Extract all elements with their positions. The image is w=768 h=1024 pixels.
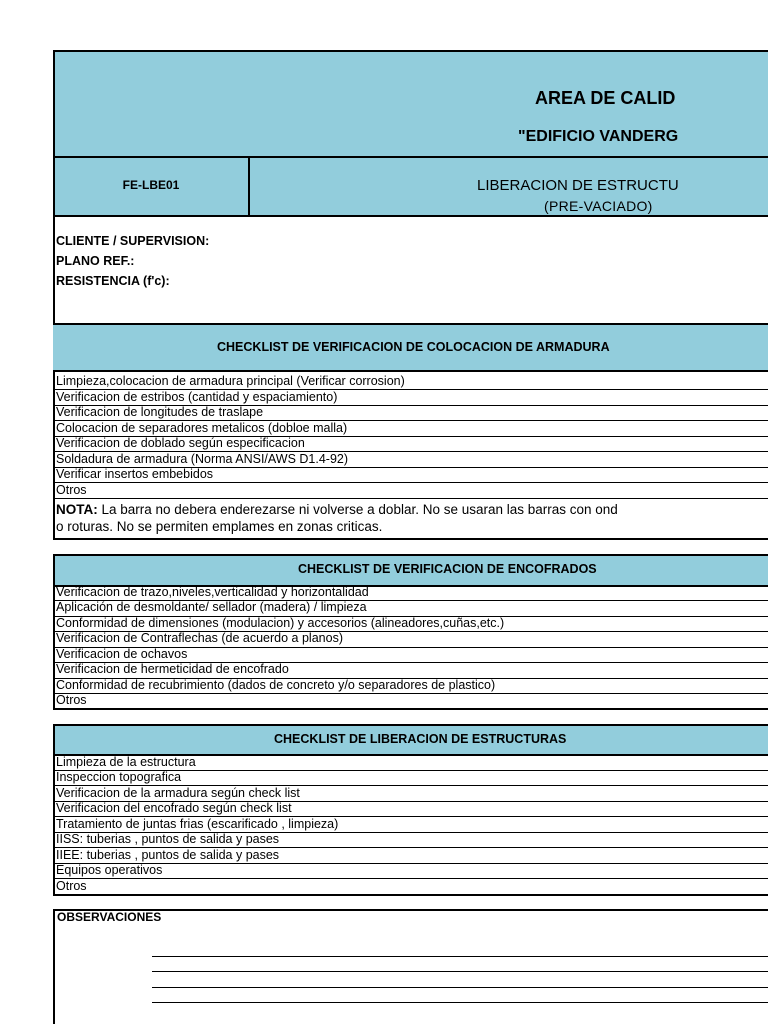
form-code: FE-LBE01 xyxy=(122,178,180,192)
estructuras-item: IISS: tuberias , puntos de salida y pases xyxy=(56,832,280,846)
header-border-bottom xyxy=(53,215,768,217)
info-border-left xyxy=(53,216,55,325)
observaciones-line[interactable] xyxy=(152,956,768,957)
cliente-label: CLIENTE / SUPERVISION: xyxy=(56,234,210,248)
armadura-item: Verificacion de estribos (cantidad y espaciamiento) xyxy=(56,390,338,404)
encofrados-item: Verificacion de trazo,niveles,verticalidad y horizontalidad xyxy=(56,585,369,599)
armadura-item: Otros xyxy=(56,483,87,497)
encofrados-title: CHECKLIST DE VERIFICACION DE ENCOFRADOS xyxy=(298,562,597,576)
observaciones-label: OBSERVACIONES xyxy=(57,910,162,924)
observaciones-line[interactable] xyxy=(152,1002,768,1003)
form-sheet xyxy=(53,50,768,1024)
form-subtitle: (PRE-VACIADO) xyxy=(544,198,653,214)
estructuras-item: Limpieza de la estructura xyxy=(56,755,196,769)
encofrados-item: Verificacion de hermeticidad de encofrado xyxy=(56,662,289,676)
estructuras-item: Equipos operativos xyxy=(56,863,163,877)
armadura-title: CHECKLIST DE VERIFICACION DE COLOCACION DE ARMADURA xyxy=(217,340,610,354)
encofrados-item: Conformidad de dimensiones (modulacion) y accesorios (alineadores,cuñas,etc.) xyxy=(56,616,505,630)
header-border-top xyxy=(53,50,768,52)
observaciones-line[interactable] xyxy=(152,971,768,972)
observaciones-border-left xyxy=(53,909,55,1024)
armadura-item: Verificar insertos embebidos xyxy=(56,467,214,481)
armadura-item: Limpieza,colocacion de armadura principal (Verificar corrosion) xyxy=(56,374,405,388)
estructuras-item: Inspeccion topografica xyxy=(56,770,182,784)
encofrados-item: Verificacion de Contraflechas (de acuerdo a planos) xyxy=(56,631,343,645)
area-title: AREA DE CALID xyxy=(535,88,676,108)
estructuras-item: Verificacion de la armadura según check list xyxy=(56,786,300,800)
estructuras-item: Tratamiento de juntas frias (escarificado , limpieza) xyxy=(56,817,339,831)
note-text-line2: o roturas. No se permiten emplames en zonas criticas. xyxy=(56,519,383,534)
form-title: LIBERACION DE ESTRUCTU xyxy=(477,177,679,194)
armadura-rule xyxy=(53,482,768,483)
header-border-left xyxy=(53,50,55,216)
estructuras-border-left xyxy=(53,724,55,896)
encofrados-item: Conformidad de recubrimiento (dados de concreto y/o separadores de plastico) xyxy=(56,678,496,692)
estructuras-item: Verificacion del encofrado según check list xyxy=(56,801,292,815)
armadura-note xyxy=(56,503,618,517)
estructuras-header-top-border xyxy=(53,724,768,726)
estructuras-bottom-border xyxy=(53,894,768,896)
armadura-border-left xyxy=(53,372,55,539)
estructuras-item: IIEE: tuberias , puntos de salida y pases xyxy=(56,848,280,862)
note-text-line1: La barra no debera enderezarse ni volverse a doblar. No se usaran las barras con ond xyxy=(97,502,618,517)
encofrados-item: Verificacion de ochavos xyxy=(56,647,188,661)
estructuras-rule xyxy=(53,878,768,879)
encofrados-item: Aplicación de desmoldante/ sellador (madera) / limpieza xyxy=(56,600,367,614)
armadura-item: Soldadura de armadura (Norma ANSI/AWS D1.4-92) xyxy=(56,452,349,466)
encofrados-rule xyxy=(53,693,768,694)
estructuras-title: CHECKLIST DE LIBERACION DE ESTRUCTURAS xyxy=(274,732,567,746)
estructuras-item: Otros xyxy=(56,879,87,893)
encofrados-item: Otros xyxy=(56,693,87,707)
resistencia-label: RESISTENCIA (f'c): xyxy=(56,274,170,288)
armadura-item: Verificacion de doblado según especificacion xyxy=(56,436,305,450)
plano-label: PLANO REF.: xyxy=(56,254,135,268)
armadura-item: Verificacion de longitudes de traslape xyxy=(56,405,264,419)
armadura-item: Colocacion de separadores metalicos (dobloe malla) xyxy=(56,421,348,435)
encofrados-bottom-border xyxy=(53,708,768,710)
encofrados-header-top-border xyxy=(53,554,768,556)
project-title: "EDIFICIO VANDERG xyxy=(518,128,679,145)
armadura-bottom-border xyxy=(53,538,768,540)
header-divider xyxy=(53,156,768,158)
armadura-header-bottom-border xyxy=(53,370,768,372)
armadura-header-top-border xyxy=(53,323,768,325)
observaciones-line[interactable] xyxy=(152,987,768,988)
note-label: NOTA: xyxy=(56,502,98,517)
armadura-rule xyxy=(53,498,768,499)
encofrados-border-left xyxy=(53,554,55,710)
